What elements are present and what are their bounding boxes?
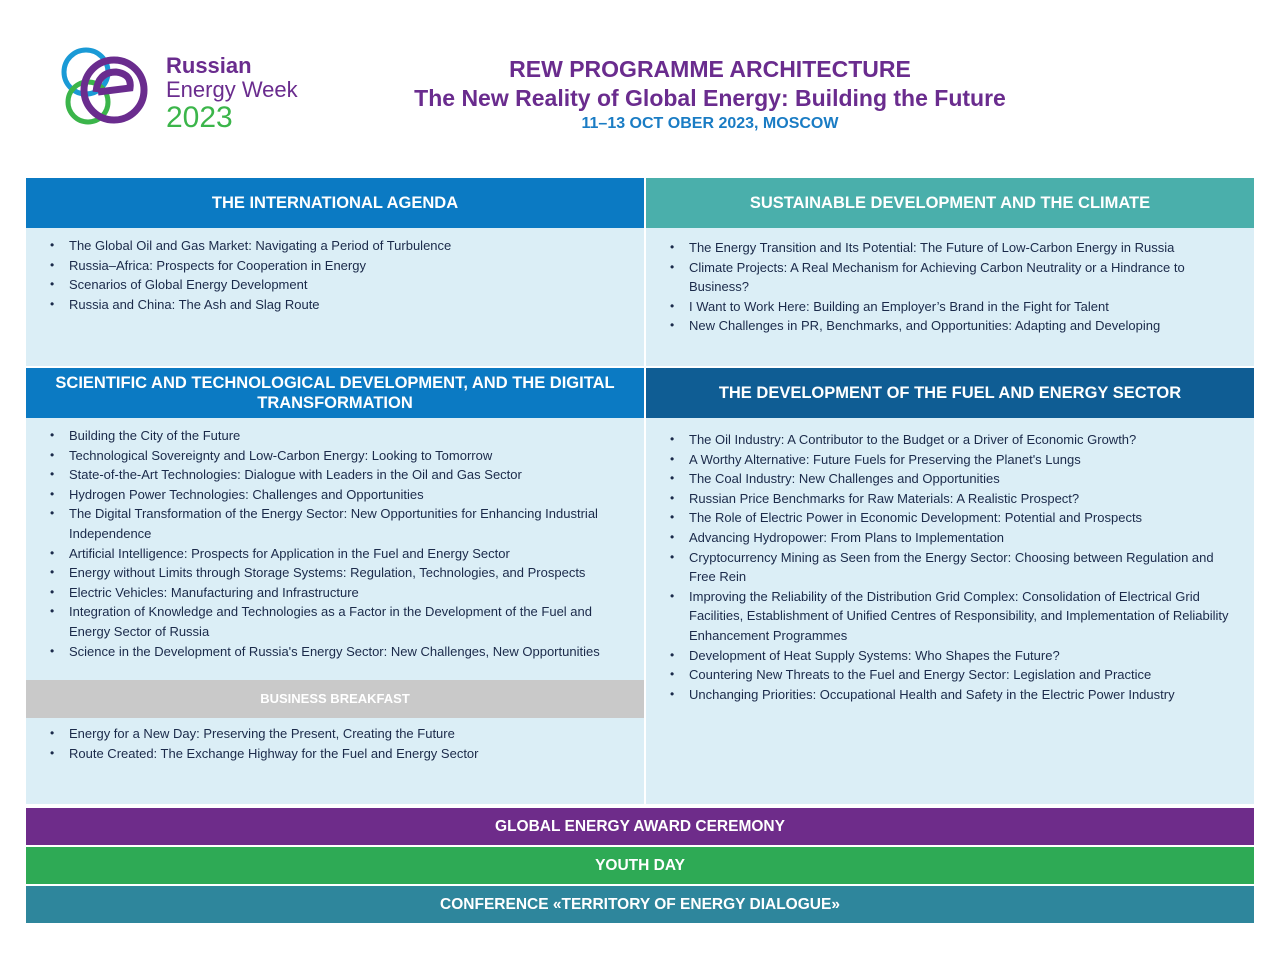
list-item: • The Global Oil and Gas Market: Navigating a Period of Turbulence [50, 236, 628, 256]
scientific-development-list [26, 418, 644, 680]
list-item: • Russia and China: The Ash and Slag Route [50, 295, 628, 315]
logo-wordmark [166, 54, 298, 134]
conference-band: CONFERENCE «TERRITORY OF ENERGY DIALOGUE» [26, 886, 1254, 923]
sustainable-development-list [646, 228, 1254, 366]
list-item: • Russian Price Benchmarks for Raw Materials: A Realistic Prospect? [670, 489, 1238, 509]
sustainable-items [670, 238, 1238, 336]
list-item: • Hydrogen Power Technologies: Challenges and Opportunities [50, 485, 628, 505]
list-item: • The Oil Industry: A Contributor to the Budget or a Driver of Economic Growth? [670, 430, 1238, 450]
list-item: • Climate Projects: A Real Mechanism for Achieving Carbon Neutrality or a Hindrance to Business? [670, 258, 1238, 297]
list-item: • Energy without Limits through Storage Systems: Regulation, Technologies, and Prospects [50, 563, 628, 583]
logo-line-2: Energy Week [166, 77, 298, 102]
page-header [300, 55, 1120, 135]
logo-line-3: 2023 [166, 101, 233, 134]
list-item: • Countering New Threats to the Fuel and Energy Sector: Legislation and Practice [670, 665, 1238, 685]
list-item: • The Coal Industry: New Challenges and Opportunities [670, 469, 1238, 489]
list-item: • New Challenges in PR, Benchmarks, and Opportunities: Adapting and Developing [670, 316, 1238, 336]
logo-line-1: Russian [166, 53, 252, 78]
scientific-development-heading: SCIENTIFIC AND TECHNOLOGICAL DEVELOPMENT, AND THE DIGITAL TRANSFORMATION [26, 368, 644, 418]
fuel-energy-sector-list [646, 418, 1254, 804]
list-item: • Russia–Africa: Prospects for Cooperation in Energy [50, 256, 628, 276]
list-item: • Development of Heat Supply Systems: Who Shapes the Future? [670, 646, 1238, 666]
list-item: • Integration of Knowledge and Technologies as a Factor in the Development of the Fuel and Energy Sector of Russia [50, 602, 628, 641]
list-item: • Route Created: The Exchange Highway for the Fuel and Energy Sector [50, 744, 628, 764]
left-column [26, 178, 644, 804]
list-item: • Advancing Hydropower: From Plans to Implementation [670, 528, 1238, 548]
list-item: • The Digital Transformation of the Energy Sector: New Opportunities for Enhancing Industrial Independence [50, 504, 628, 543]
sustainable-development-heading: SUSTAINABLE DEVELOPMENT AND THE CLIMATE [646, 178, 1254, 228]
fuel-energy-sector-heading: THE DEVELOPMENT OF THE FUEL AND ENERGY SECTOR [646, 368, 1254, 418]
list-item: • Cryptocurrency Mining as Seen from the Energy Sector: Choosing between Regulation and Free Rein [670, 548, 1238, 587]
page-title: REW PROGRAMME ARCHITECTURE [509, 56, 911, 82]
rew-logo-rings-icon [58, 44, 158, 134]
international-items [50, 236, 628, 314]
list-item: • Scenarios of Global Energy Development [50, 275, 628, 295]
list-item: • Building the City of the Future [50, 426, 628, 446]
list-item: • I Want to Work Here: Building an Employer’s Brand in the Fight for Talent [670, 297, 1238, 317]
business-breakfast-heading: BUSINESS BREAKFAST [26, 680, 644, 718]
breakfast-items [50, 724, 628, 763]
list-item: • Science in the Development of Russia's Energy Sector: New Challenges, New Opportunities [50, 642, 628, 662]
international-agenda-heading: THE INTERNATIONAL AGENDA [26, 178, 644, 228]
list-item: • The Role of Electric Power in Economic Development: Potential and Prospects [670, 508, 1238, 528]
list-item: • Technological Sovereignty and Low-Carbon Energy: Looking to Tomorrow [50, 446, 628, 466]
business-breakfast-list [26, 718, 644, 804]
rew-logo [58, 44, 318, 144]
international-agenda-list [26, 228, 644, 366]
global-energy-award-band: GLOBAL ENERGY AWARD CEREMONY [26, 808, 1254, 845]
fuel-items [670, 430, 1238, 704]
list-item: • Artificial Intelligence: Prospects for Application in the Fuel and Energy Sector [50, 544, 628, 564]
list-item: • Electric Vehicles: Manufacturing and Infrastructure [50, 583, 628, 603]
right-column [646, 178, 1254, 804]
youth-day-band: YOUTH DAY [26, 847, 1254, 884]
list-item: • Energy for a New Day: Preserving the Present, Creating the Future [50, 724, 628, 744]
page-subtitle: The New Reality of Global Energy: Building the Future [414, 85, 1006, 111]
list-item: • A Worthy Alternative: Future Fuels for Preserving the Planet's Lungs [670, 450, 1238, 470]
event-date-place: 11–13 OCT OBER 2023, MOSCOW [581, 115, 839, 132]
list-item: • Unchanging Priorities: Occupational Health and Safety in the Electric Power Industry [670, 685, 1238, 705]
list-item: • State-of-the-Art Technologies: Dialogue with Leaders in the Oil and Gas Sector [50, 465, 628, 485]
list-item: • Improving the Reliability of the Distribution Grid Complex: Consolidation of Electrical Grid Facilities, Establishment of Unified Centres of Responsibility, and Implementation of Reliability Enhancement Programmes [670, 587, 1238, 646]
list-item: • The Energy Transition and Its Potential: The Future of Low-Carbon Energy in Russia [670, 238, 1238, 258]
scientific-items [50, 426, 628, 661]
